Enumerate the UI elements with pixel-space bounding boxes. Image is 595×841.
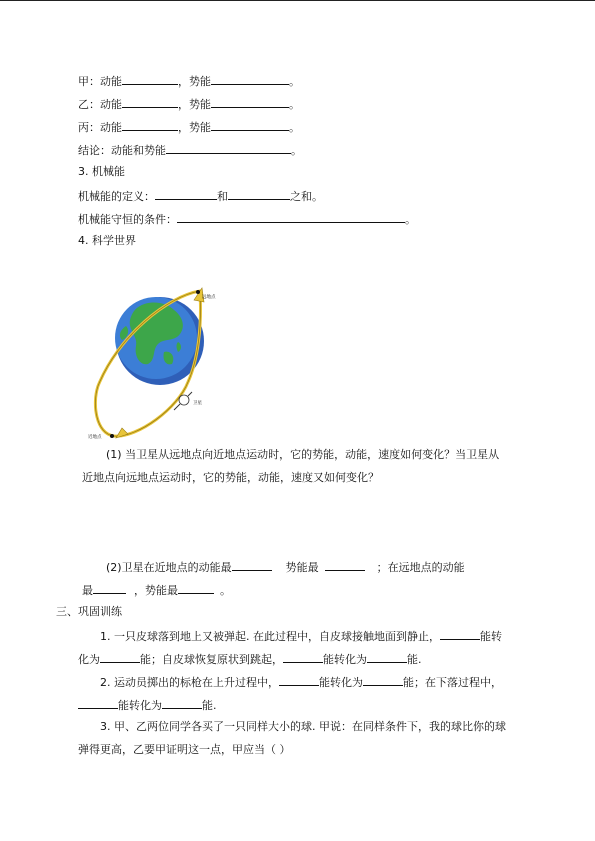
exercise-3-line-2	[78, 743, 291, 757]
blank	[279, 674, 319, 686]
far-point-dot	[196, 290, 200, 294]
text: 2. 运动员掷出的标枪在上升过程中，	[100, 676, 279, 689]
exercise-2-line-1	[100, 674, 502, 690]
text: 结论：动能和势能	[78, 144, 166, 157]
near-point-label: 近地点	[88, 435, 102, 440]
blank	[178, 582, 214, 594]
text: 3. 机械能	[78, 165, 125, 178]
blank	[232, 559, 272, 571]
text: 化为	[78, 653, 100, 666]
text: 1. 一只皮球落到地上又被弹起. 在此过程中，自皮球接触地面到静止，	[100, 630, 440, 643]
text: 4. 科学世界	[78, 234, 136, 247]
text: 弹得更高，乙要甲证明这一点，甲应当（ ）	[78, 743, 291, 756]
blank	[122, 119, 178, 131]
text: 最	[82, 584, 93, 597]
exercise-1-line-1	[100, 628, 502, 644]
question-2-line-2	[82, 582, 231, 598]
blank	[100, 651, 140, 663]
blank	[122, 73, 178, 85]
text: 。	[291, 144, 302, 157]
satellite-label: 卫星	[193, 401, 202, 406]
text: 。	[289, 98, 300, 111]
line-conclusion	[78, 142, 302, 158]
text: 能转化为	[319, 676, 363, 689]
orbit-diagram	[78, 286, 248, 442]
blank	[283, 651, 323, 663]
blank	[363, 674, 403, 686]
section-3-heading	[56, 605, 122, 619]
section-4-title	[78, 234, 136, 248]
exercise-2-line-2	[78, 697, 217, 713]
line-bing	[78, 119, 300, 135]
text: 机械能的定义：	[78, 190, 155, 203]
blank	[122, 96, 178, 108]
text: (2)卫星在近地点的动能最	[106, 561, 232, 574]
text: 能.	[407, 653, 422, 666]
text: 近地点向远地点运动时，它的势能，动能，速度又如何变化？	[82, 471, 379, 484]
text: 三、巩固训练	[56, 605, 122, 618]
line-jia	[78, 73, 300, 89]
text: 。	[220, 584, 231, 597]
blank	[211, 96, 289, 108]
blank	[93, 582, 126, 594]
page-top-rule	[0, 0, 595, 1]
text: 能；在下落过程中，	[403, 676, 502, 689]
far-point-label: 远地点	[202, 295, 216, 300]
line-conservation	[78, 211, 416, 227]
text: ，势能	[178, 121, 211, 134]
text: 能；自皮球恢复原状到跳起，	[140, 653, 283, 666]
text: ，势能	[178, 98, 211, 111]
blank	[440, 628, 480, 640]
text: ，势能	[178, 75, 211, 88]
text: 和	[217, 190, 228, 203]
blank	[325, 559, 365, 571]
exercise-3-line-1	[100, 720, 506, 734]
blank	[162, 697, 202, 709]
text: 丙：动能	[78, 121, 122, 134]
text: 之和。	[290, 190, 323, 203]
line-definition	[78, 188, 323, 204]
line-yi	[78, 96, 300, 112]
text: 能转	[479, 630, 502, 643]
text: 。	[405, 213, 416, 226]
text: 能转化为	[323, 653, 367, 666]
blank	[155, 188, 217, 200]
question-1-line-2	[82, 471, 379, 485]
text: ；在远地点的动能	[376, 561, 465, 574]
text: 。	[289, 121, 300, 134]
question-2-line-1	[106, 559, 465, 575]
text: ，势能最	[134, 584, 178, 597]
blank	[211, 119, 289, 131]
near-point-dot	[110, 434, 114, 438]
blank	[78, 697, 118, 709]
text: 乙：动能	[78, 98, 122, 111]
blank	[211, 73, 289, 85]
satellite-orbit-figure	[78, 286, 248, 442]
section-3-title	[78, 165, 125, 179]
blank	[228, 188, 290, 200]
text: 能.	[202, 699, 217, 712]
exercise-1-line-2	[78, 651, 422, 667]
blank	[177, 211, 405, 223]
text: 能转化为	[118, 699, 162, 712]
blank	[166, 142, 291, 154]
text: 3. 甲、乙两位同学各买了一只同样大小的球. 甲说：在同样条件下，我的球比你的球	[100, 720, 506, 733]
text: 势能最	[285, 561, 319, 574]
blank	[367, 651, 407, 663]
text: 机械能守恒的条件：	[78, 213, 177, 226]
text: 。	[289, 75, 300, 88]
text: 甲：动能	[78, 75, 122, 88]
text: (1) 当卫星从远地点向近地点运动时，它的势能，动能，速度如何变化？当卫星从	[106, 448, 500, 461]
question-1-line-1	[106, 448, 499, 462]
